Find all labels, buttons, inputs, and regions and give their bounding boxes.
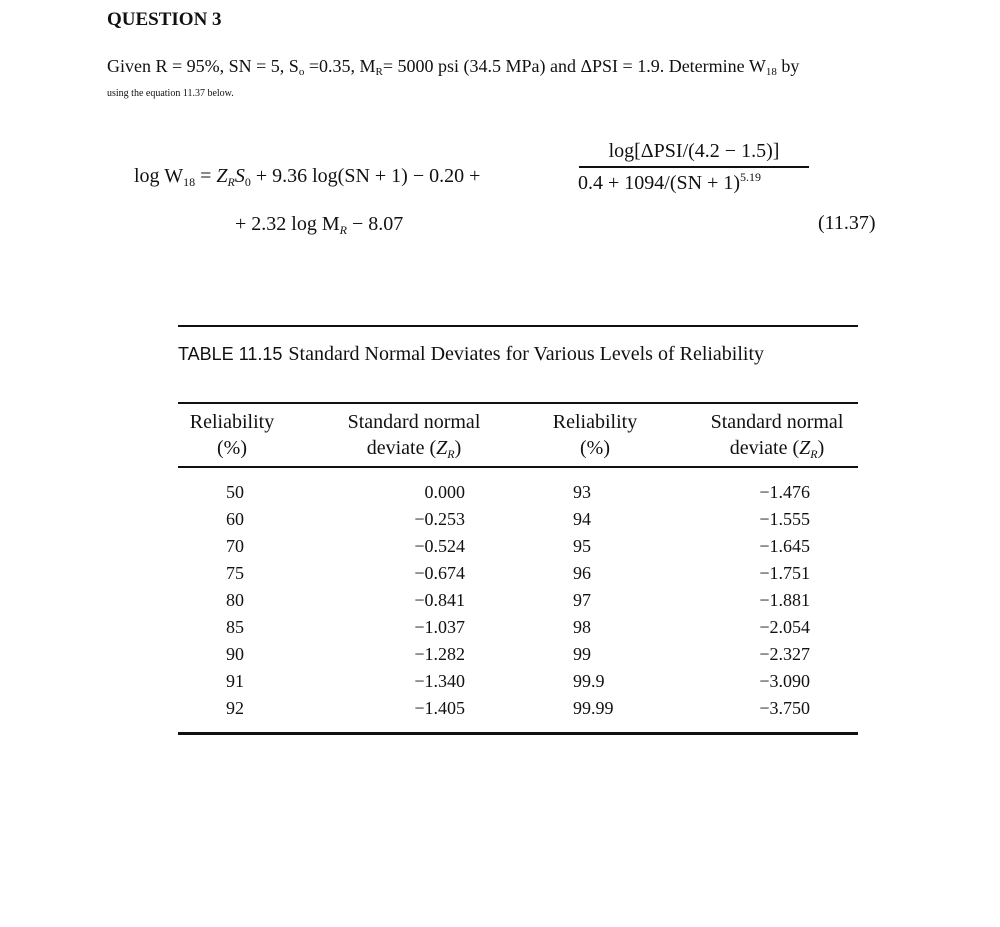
- header-deviate-right: [693, 409, 861, 467]
- cell: −0.674: [414, 563, 465, 583]
- header-rel-line1: Reliability: [552, 411, 638, 433]
- given-sub-r: R: [375, 66, 383, 78]
- cell: 75: [226, 563, 244, 583]
- eq-lhs-log: log W: [134, 165, 184, 187]
- cell: −1.645: [759, 536, 810, 556]
- header-snd-line1: Standard normal: [710, 411, 844, 433]
- header-snd-line2: [330, 435, 498, 467]
- equation-line-2: [235, 213, 403, 238]
- column-deviate-left: [385, 479, 465, 722]
- given-sub-18: 18: [765, 66, 777, 78]
- cell: 99.99: [573, 698, 614, 718]
- cell: 93: [573, 482, 591, 502]
- cell: 92: [226, 698, 244, 718]
- header-snd-sub: R: [810, 447, 818, 461]
- cell: 97: [573, 590, 591, 610]
- cell: 98: [573, 617, 591, 637]
- header-snd-z: Z: [436, 437, 448, 459]
- cell: −3.750: [759, 698, 810, 718]
- given-part-4: by: [776, 56, 800, 76]
- table-caption: [178, 341, 818, 367]
- eq-numerator: log[ΔPSI/(4.2 − 1.5)]: [608, 140, 780, 162]
- eq-equals: =: [195, 165, 217, 187]
- cell: −1.751: [759, 563, 810, 583]
- header-snd-sub: R: [447, 447, 455, 461]
- given-part-2: =0.35, M: [304, 56, 376, 76]
- cell: 94: [573, 509, 591, 529]
- header-deviate-left: [330, 409, 498, 467]
- equation-number: (11.37): [818, 212, 876, 234]
- cell: 95: [573, 536, 591, 556]
- header-snd-z: Z: [799, 437, 811, 459]
- cell: −1.037: [414, 617, 465, 637]
- eq-lhs-sub: 18: [183, 175, 196, 189]
- table-top-rule: [178, 325, 858, 327]
- column-reliability-left: [210, 479, 260, 722]
- cell: −0.841: [414, 590, 465, 610]
- cell: −0.524: [414, 536, 465, 556]
- cell: 50: [226, 482, 244, 502]
- eq-denominator-wrap: [578, 168, 810, 195]
- header-snd-post: ): [454, 437, 462, 459]
- cell: 99: [573, 644, 591, 664]
- eq-so-sub: 0: [244, 175, 251, 189]
- cell: 0.000: [424, 482, 465, 502]
- header-snd-post: ): [817, 437, 825, 459]
- eq-so: S: [234, 165, 245, 187]
- cell: −1.881: [759, 590, 810, 610]
- header-reliability-right: [543, 409, 647, 461]
- eq-zr-sub: R: [227, 175, 235, 189]
- header-rel-line2: (%): [580, 437, 610, 459]
- header-rel-line2: (%): [217, 437, 247, 459]
- column-deviate-right: [730, 479, 810, 722]
- question-heading: QUESTION 3: [107, 9, 222, 30]
- header-snd-line1: Standard normal: [347, 411, 481, 433]
- table-bottom-rule: [178, 732, 858, 735]
- table-caption-text: Standard Normal Deviates for Various Levels of Reliability: [288, 343, 765, 365]
- table-label: TABLE 11.15: [178, 344, 283, 364]
- cell: 60: [226, 509, 244, 529]
- cell: −2.327: [759, 644, 810, 664]
- eq-line2-sub: R: [339, 223, 347, 237]
- cell: −1.282: [414, 644, 465, 664]
- cell: −0.253: [414, 509, 465, 529]
- eq-line2-post: − 8.07: [346, 213, 404, 235]
- eq-denominator: 0.4 + 1094/(SN + 1): [578, 171, 741, 194]
- header-reliability-left: [180, 409, 284, 461]
- cell: 80: [226, 590, 244, 610]
- given-statement: [107, 56, 799, 78]
- given-sub-o: o: [298, 66, 305, 78]
- cell: 90: [226, 644, 244, 664]
- cell: 96: [573, 563, 591, 583]
- cell: −3.090: [759, 671, 810, 691]
- eq-zr: Z: [216, 165, 228, 187]
- eq-exponent: 5.19: [740, 169, 762, 184]
- cell: 85: [226, 617, 244, 637]
- cell: −1.555: [759, 509, 810, 529]
- equation-line-1: [134, 165, 480, 190]
- header-rel-line1: Reliability: [189, 411, 275, 433]
- header-snd-pre: deviate (: [366, 437, 437, 459]
- cell: −1.340: [414, 671, 465, 691]
- instruction-note: using the equation 11.37 below.: [107, 88, 234, 99]
- cell: −1.405: [414, 698, 465, 718]
- eq-line2-pre: + 2.32 log M: [235, 213, 340, 235]
- given-part-3: = 5000 psi (34.5 MPa) and ΔPSI = 1.9. Determine W: [382, 56, 766, 76]
- table-header-top-rule: [178, 402, 858, 404]
- header-snd-line2: [693, 435, 861, 467]
- header-snd-pre: deviate (: [729, 437, 800, 459]
- cell: −2.054: [759, 617, 810, 637]
- equation-fraction: [578, 140, 810, 195]
- cell: −1.476: [759, 482, 810, 502]
- cell: 99.9: [573, 671, 605, 691]
- cell: 70: [226, 536, 244, 556]
- given-part-1: Given R = 95%, SN = 5, S: [107, 56, 299, 76]
- column-reliability-right: [573, 479, 633, 722]
- cell: 91: [226, 671, 244, 691]
- eq-rhs-rest: + 9.36 log(SN + 1) − 0.20 +: [250, 165, 481, 187]
- table-header-bottom-rule: [178, 466, 858, 468]
